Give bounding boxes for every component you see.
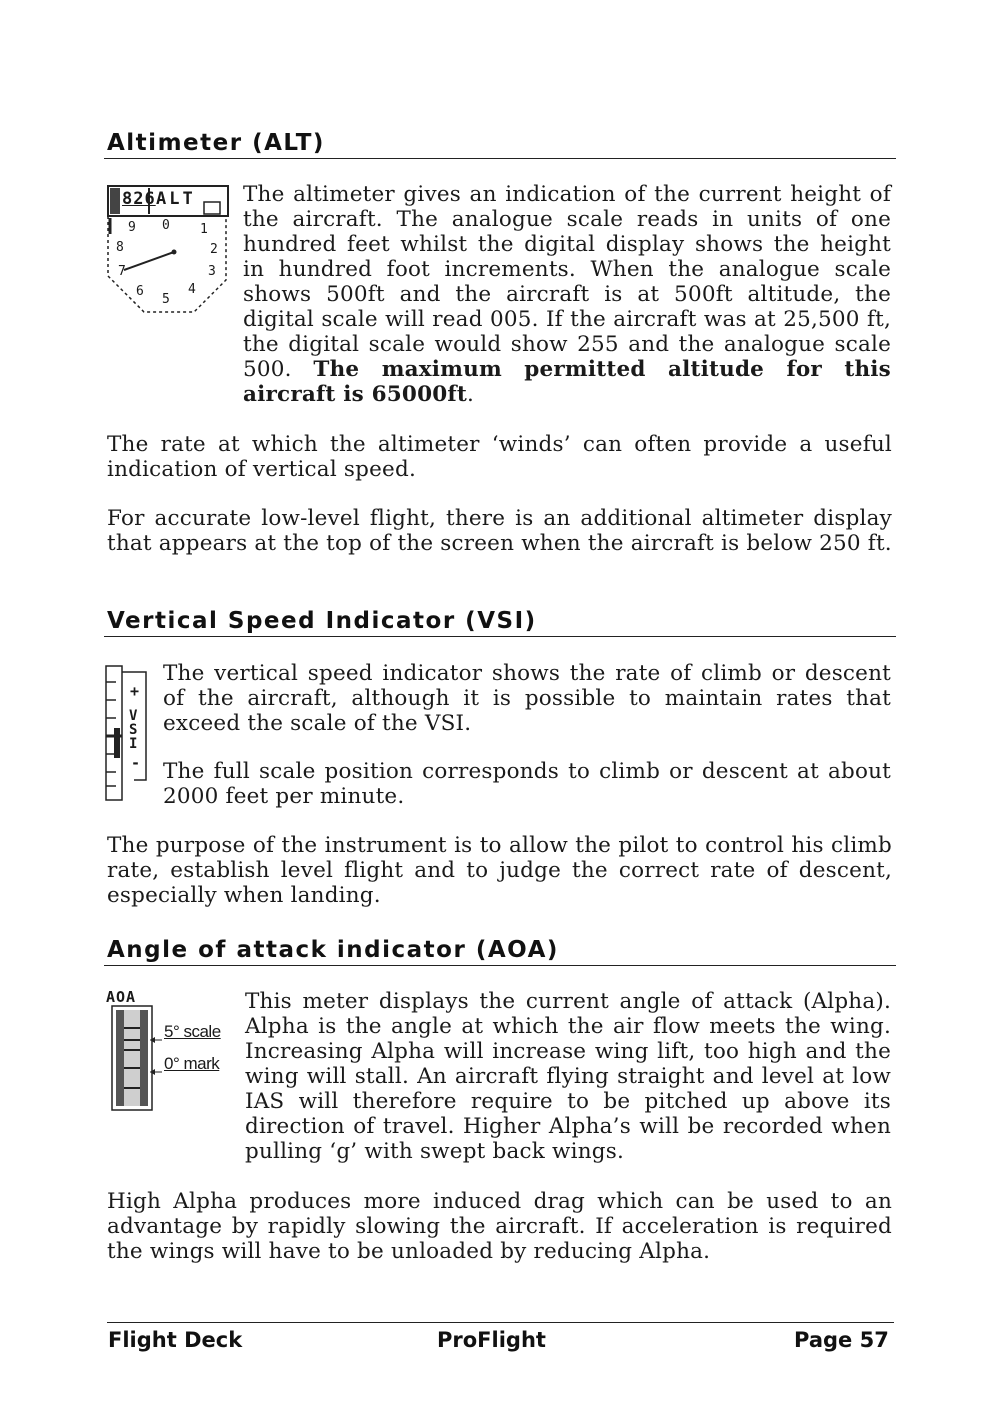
- aoa-heading: Angle of attack indicator (AOA): [107, 937, 559, 963]
- dial-number-8: 8: [116, 240, 124, 255]
- aoa-description: [245, 989, 891, 1164]
- altimeter-heading: Altimeter (ALT): [107, 130, 325, 156]
- paragraph: This meter displays the current angle of attack (Alpha). Alpha is the angle at which the air flow meets the wing. Increasing Alpha will increase wing lift, too high and the wing will stall. An aircraft flying straight and level at low IAS will therefore require to be pitched up above its direction of travel. Higher Alpha’s will be recorded when pulling ‘g’ with swept back wings.: [245, 989, 891, 1164]
- aoa-figure: [104, 988, 240, 1112]
- vsi-minus-label: -: [131, 754, 141, 772]
- vsi-purpose-paragraph: [107, 833, 892, 908]
- dial-number-4: 4: [188, 282, 196, 297]
- altimeter-digital-readout: 826: [122, 189, 156, 209]
- altimeter-note-period: .: [466, 382, 475, 407]
- altimeter-low-level-paragraph: [107, 506, 892, 556]
- vsi-heading: Vertical Speed Indicator (VSI): [107, 608, 537, 634]
- paragraph: High Alpha produces more induced drag which can be used to an advantage by rapidly slowing the aircraft. If acceleration is required the wings will have to be unloaded by reducing Alpha.: [107, 1189, 892, 1264]
- aoa-scale-label: 5° scale: [164, 1022, 221, 1041]
- vsi-letter-v: V: [129, 708, 138, 724]
- paragraph: The rate at which the altimeter ‘winds’ can often provide a useful indication of vertical speed.: [107, 432, 892, 482]
- dial-number-6: 6: [136, 284, 144, 299]
- aoa-drag-paragraph: [107, 1189, 892, 1264]
- vsi-letter-i: I: [129, 736, 138, 752]
- altimeter-intro-text: The altimeter gives an indication of the current height of the aircraft. The analogue scale reads in units of one hundred feet whilst the digital display shows the height in hundred foot increments. When the analogue scale shows 500ft and the aircraft is at 500ft altitude, the digital scale will read 005. If the aircraft was at 25,500 ft, the digital scale would show 255 and the analogue scale 500.: [243, 182, 891, 382]
- altimeter-figure: [104, 184, 234, 320]
- vsi-description: [163, 661, 891, 736]
- aoa-gauge-icon: [104, 988, 240, 1112]
- altimeter-label: ALT: [156, 189, 196, 209]
- aoa-mark-label: 0° mark: [164, 1054, 220, 1073]
- altimeter-description: [243, 182, 891, 407]
- vsi-figure: [104, 662, 150, 804]
- heading-rule: [104, 158, 896, 159]
- dial-number-1: 1: [200, 222, 208, 237]
- vsi-plus-label: +: [130, 682, 140, 700]
- altimeter-vertical-speed-paragraph: [107, 432, 892, 482]
- aoa-label: AOA: [106, 988, 137, 1006]
- dial-number-2: 2: [210, 242, 218, 257]
- heading-rule: [104, 636, 896, 637]
- vsi-gauge-icon: [104, 662, 150, 804]
- dial-number-3: 3: [208, 264, 216, 279]
- footer-center: ProFlight: [437, 1328, 546, 1352]
- paragraph: The full scale position corresponds to climb or descent at about 2000 feet per minute.: [163, 759, 891, 809]
- vsi-letter-s: S: [129, 722, 138, 738]
- dial-number-7: 7: [118, 264, 126, 279]
- dial-number-5: 5: [162, 292, 170, 307]
- dial-number-9: 9: [128, 220, 136, 235]
- altimeter-max-altitude-note: The maximum permitted altitude for this aircraft is 65000ft: [243, 357, 891, 407]
- footer-left: Flight Deck: [108, 1328, 243, 1352]
- heading-rule: [104, 965, 896, 966]
- footer-rule: [107, 1322, 894, 1323]
- paragraph: The purpose of the instrument is to allow the pilot to control his climb rate, establish level flight and to judge the correct rate of descent, especially when landing.: [107, 833, 892, 908]
- vsi-full-scale-paragraph: [163, 759, 891, 809]
- paragraph: The vertical speed indicator shows the rate of climb or descent of the aircraft, although it is possible to maintain rates that exceed the scale of the VSI.: [163, 661, 891, 736]
- paragraph: For accurate low-level flight, there is an additional altimeter display that appears at the top of the screen when the aircraft is below 250 ft.: [107, 506, 892, 556]
- page-number: Page 57: [794, 1328, 889, 1352]
- dial-number-0: 0: [162, 218, 170, 233]
